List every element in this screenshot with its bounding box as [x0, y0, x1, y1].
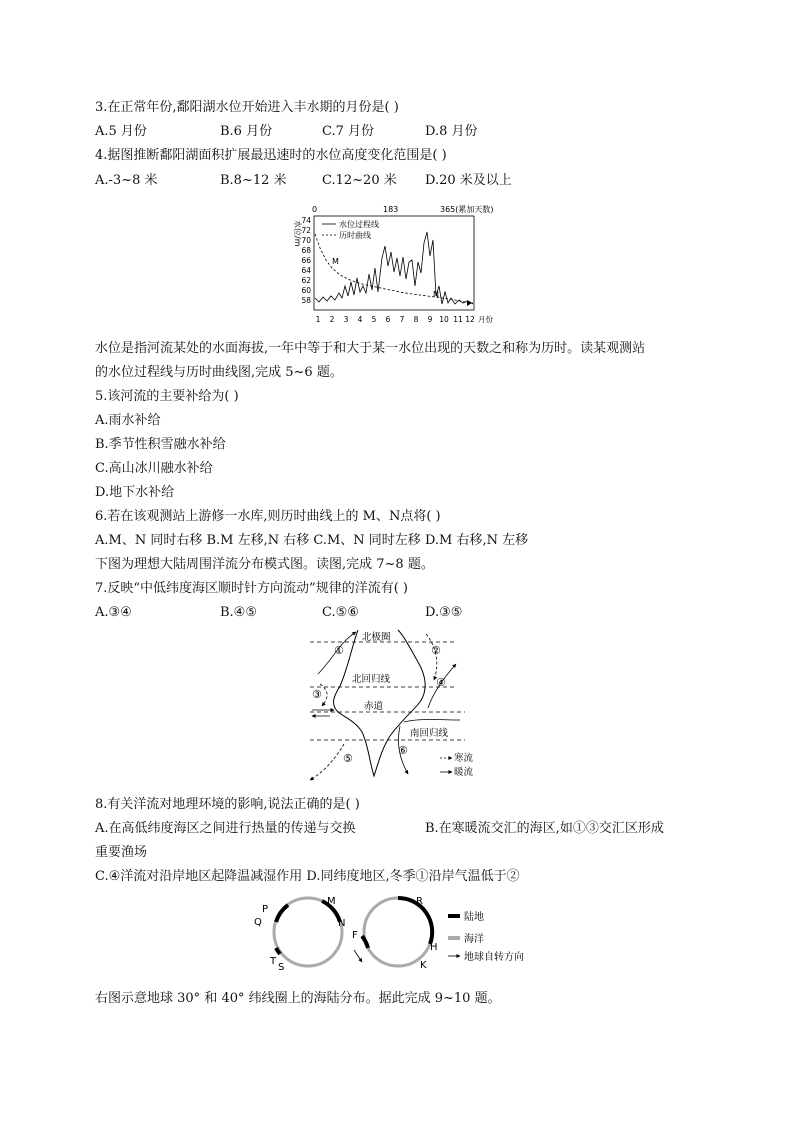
top-label-183: 183 — [383, 205, 399, 214]
q3-option-a: A.5 月份 — [95, 124, 147, 139]
q5-option-c: C.高山冰川融水补给 — [95, 461, 213, 476]
duration-arrowhead — [467, 300, 472, 306]
point-m-label: M — [332, 257, 339, 266]
y-tick: 72 — [301, 226, 311, 235]
q5-stem: 5.该河流的主要补给为( ) — [95, 389, 239, 404]
x-tick: 7 — [399, 315, 405, 324]
q5-option-a: A.雨水补给 — [95, 413, 161, 428]
tropic-cancer-label: 北回归线 — [352, 674, 391, 685]
legend-rotation-label: 地球自转方向 — [464, 952, 524, 963]
y-axis-label: 水位/m — [293, 220, 302, 247]
current-1-label: ① — [334, 644, 344, 657]
left-circle-land-pq — [276, 905, 288, 922]
current-2-cold-arrow — [426, 634, 437, 680]
current-4-label: ④ — [436, 676, 446, 689]
q8-option-a: A.在高低纬度海区之间进行热量的传递与交换 — [95, 821, 356, 836]
left-letter-n: N — [338, 918, 346, 929]
intro-9-10: 右图示意地球 30° 和 40° 纬线圈上的海陆分布。据此完成 9~10 题。 — [95, 991, 501, 1006]
left-letter-m: M — [327, 896, 336, 907]
q8-option-b: B.在寒暖流交汇的海区,如①③交汇区形成 — [425, 821, 664, 836]
top-label-365: 365(累加天数) — [440, 205, 494, 214]
x-unit-label: 月份 — [478, 315, 493, 324]
x-tick: 10 — [439, 315, 449, 324]
hydrograph-figure — [290, 200, 520, 330]
right-letter-f: F — [352, 930, 358, 941]
current-6-label: ⑥ — [398, 744, 408, 757]
current-3-label: ③ — [312, 688, 322, 701]
y-tick: 68 — [301, 246, 311, 255]
right-letter-h: H — [430, 942, 438, 953]
q4-option-d: D.20 米及以上 — [425, 173, 512, 188]
ocean-current-figure — [300, 624, 500, 790]
duration-curve — [315, 234, 473, 303]
q7-option-a: A.③④ — [95, 605, 132, 620]
legend-ocean-label: 海洋 — [464, 934, 484, 945]
point-n-label: N — [433, 290, 439, 299]
q7-option-b: B.④⑤ — [220, 605, 257, 620]
tropic-capricorn-label: 南回归线 — [410, 728, 449, 739]
left-letter-s: S — [278, 962, 285, 973]
x-tick: 6 — [385, 315, 391, 324]
legend-land-label: 陆地 — [464, 912, 484, 923]
q8-options-c-d: C.④洋流对沿岸地区起降温减湿作用 D.同纬度地区,冬季①沿岸气温低于② — [95, 869, 520, 884]
legend-warm-label: 暖流 — [454, 767, 474, 778]
y-tick: 66 — [301, 256, 311, 265]
right-letter-r: R — [416, 896, 423, 907]
rotation-direction-arrow — [354, 950, 362, 962]
q7-option-d: D.③⑤ — [425, 605, 463, 620]
x-tick: 9 — [427, 315, 433, 324]
y-tick: 70 — [301, 236, 311, 245]
water-level-line — [315, 232, 473, 304]
q3-option-d: D.8 月份 — [425, 124, 478, 139]
latitude-circles-figure — [250, 892, 550, 976]
right-letter-k: K — [420, 960, 427, 971]
arctic-circle-label: 北极圈 — [362, 632, 391, 643]
intro-5-6-line-1: 水位是指河流某处的水面海拔,一年中等于和大于某一水位出现的天数之和称为历时。读某观测站 — [95, 341, 646, 356]
legend-cold-label: 寒流 — [454, 753, 474, 764]
y-tick: 64 — [301, 266, 311, 275]
left-letter-q: Q — [254, 917, 262, 928]
x-tick: 11 — [453, 315, 463, 324]
current-5-label: ⑤ — [343, 752, 353, 765]
q6-stem: 6.若在该观测站上游修一水库,则历时曲线上的 M、N点将( ) — [95, 509, 441, 524]
y-tick: 62 — [301, 276, 311, 285]
q4-option-b: B.8~12 米 — [220, 173, 287, 188]
q4-option-a: A.-3~8 米 — [95, 173, 158, 188]
legend-hydrograph-label: 水位过程线 — [339, 220, 379, 229]
q4-option-c: C.12~20 米 — [322, 173, 397, 188]
current-2-label: ② — [431, 644, 441, 657]
x-tick: 8 — [413, 315, 419, 324]
legend-duration-label: 历时曲线 — [339, 231, 371, 240]
q3-option-b: B.6 月份 — [220, 124, 273, 139]
y-tick: 60 — [301, 286, 311, 295]
top-label-0: 0 — [312, 205, 318, 214]
q7-option-c: C.⑤⑥ — [322, 605, 359, 620]
right-circle-land-f — [362, 936, 368, 948]
q8-option-b-continued: 重要渔场 — [95, 845, 148, 860]
y-tick: 58 — [301, 296, 311, 305]
q5-option-d: D.地下水补给 — [95, 485, 175, 500]
current-5-cold-arrow — [310, 744, 344, 780]
x-tick: 12 — [465, 315, 475, 324]
q6-options: A.M、N 同时右移 B.M 左移,N 右移 C.M、N 同时左移 D.M 右移,N 左移 — [95, 533, 529, 548]
intro-7-8: 下图为理想大陆周围洋流分布模式图。读图,完成 7~8 题。 — [95, 557, 434, 572]
y-tick: 74 — [301, 216, 311, 225]
q3-stem: 3.在正常年份,鄱阳湖水位开始进入丰水期的月份是( ) — [95, 100, 399, 115]
x-tick: 1 — [315, 315, 321, 324]
q4-stem: 4.据图推断鄱阳湖面积扩展最迅速时的水位高度变化范围是( ) — [95, 148, 447, 163]
x-tick: 4 — [357, 315, 363, 324]
equator-label: 赤道 — [364, 701, 384, 712]
x-tick: 2 — [329, 315, 335, 324]
x-tick: 5 — [371, 315, 377, 324]
q3-option-c: C.7 月份 — [322, 124, 375, 139]
left-letter-t: T — [270, 956, 277, 967]
south-equatorial-current-line — [404, 720, 460, 723]
q5-option-b: B.季节性积雪融水补给 — [95, 437, 226, 452]
q8-stem: 8.有关洋流对地理环境的影响,说法正确的是( ) — [95, 797, 360, 812]
left-letter-p: P — [262, 904, 269, 915]
x-tick: 3 — [343, 315, 349, 324]
q7-stem: 7.反映“中低纬度海区顺时针方向流动”规律的洋流有( ) — [95, 581, 408, 596]
intro-5-6-line-2: 的水位过程线与历时曲线图,完成 5~6 题。 — [95, 365, 343, 380]
